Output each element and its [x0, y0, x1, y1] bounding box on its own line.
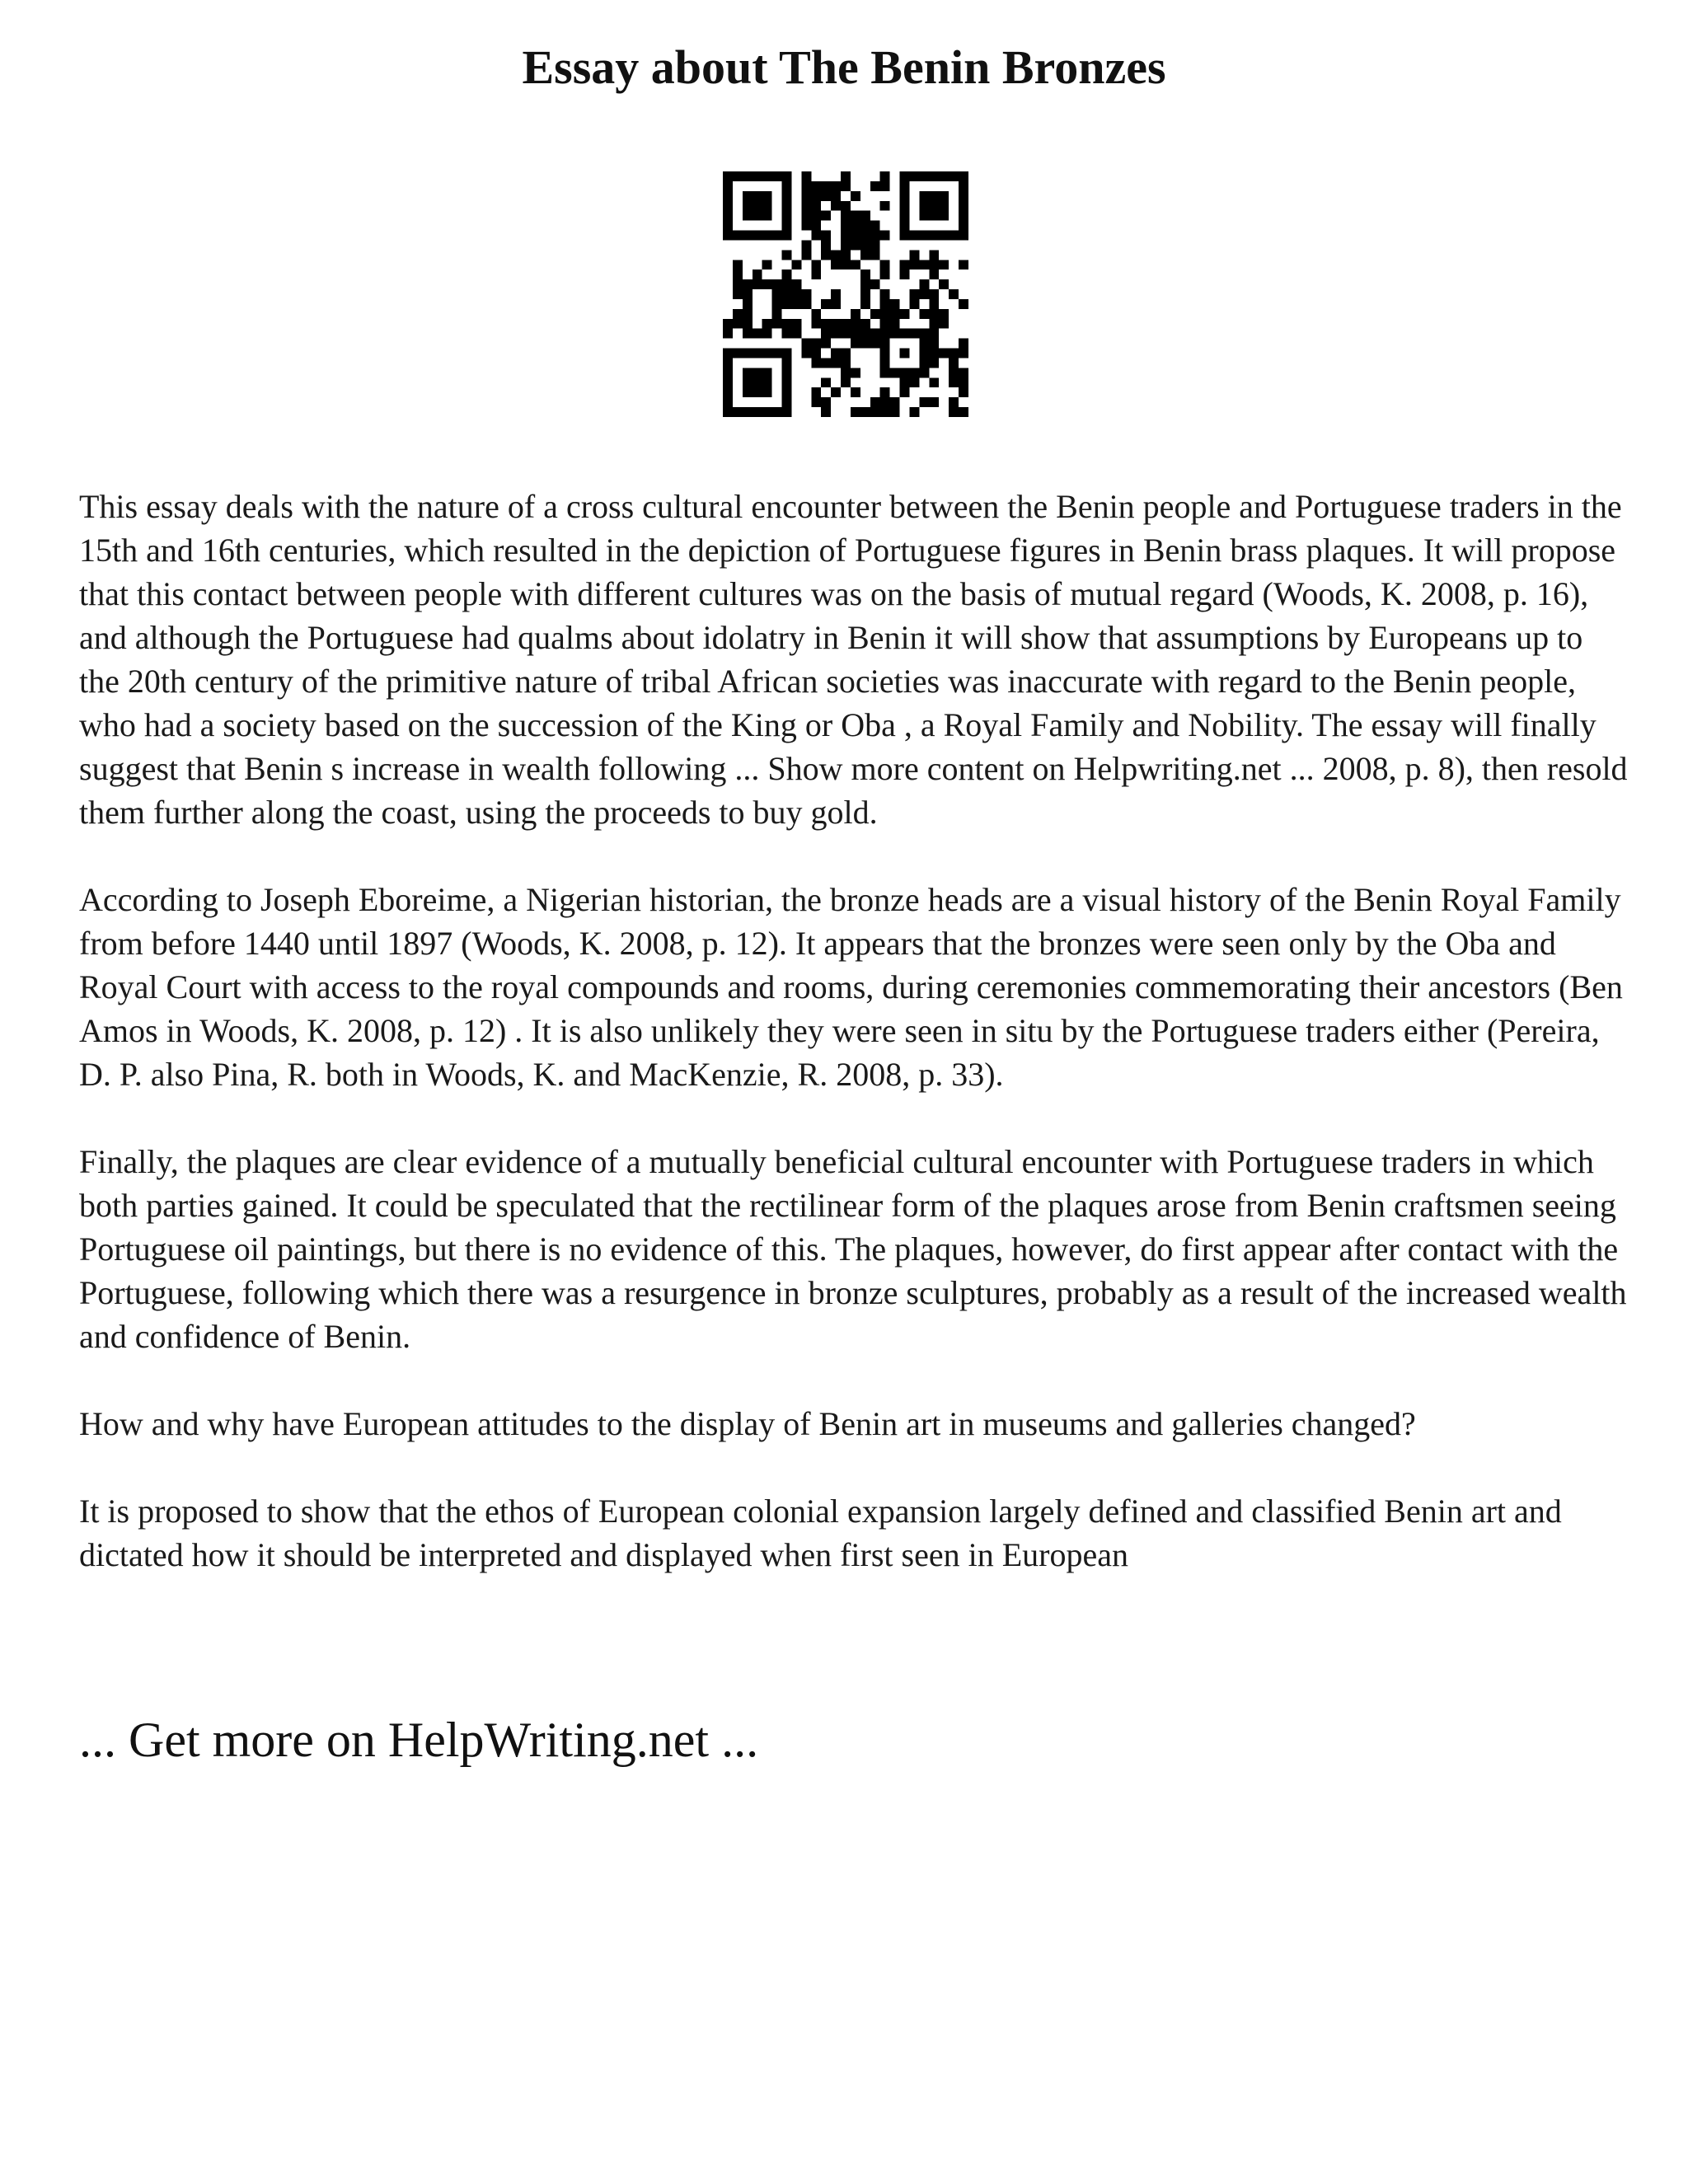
paragraph: It is proposed to show that the ethos of European colonial expansion largely defined and classified Benin art and dictated how it should be interpreted and displayed when first seen in European — [79, 1493, 1562, 1573]
qr-code-icon — [723, 171, 968, 417]
get-more-link[interactable]: ... Get more on HelpWriting.net ... — [79, 1713, 759, 1767]
essay-body — [79, 485, 1629, 1620]
paragraph: This essay deals with the nature of a cross cultural encounter between the Benin people and Portuguese traders in the 15th and 16th centuries, which resulted in the depiction of Portuguese figures in Benin brass plaques. It will propose that this contact between people with different cultures was on the basis of mutual regard (Woods, K. 2008, p. 16), and although the Portuguese had qualms about idolatry in Benin it will show that assumptions by Europeans up to the 20th century of the primitive nature of tribal African societies was inaccurate with regard to the Benin people, who had a society based on the succession of the King or Oba , a Royal Family and Nobility. The essay will finally suggest that Benin s increase in wealth following ... Show more content on Helpwriting.net ... 2008, p. 8), then resold them further along the coast, using the proceeds to buy gold. — [79, 488, 1628, 831]
page-title: Essay about The Benin Bronzes — [522, 40, 1166, 94]
paragraph: Finally, the plaques are clear evidence of a mutually beneficial cultural encounter with Portuguese traders in which both parties gained. It could be speculated that the rectilinear form of the plaques arose from Benin craftsmen seeing Portuguese oil paintings, but there is no evidence of this. The plaques, however, do first appear after contact with the Portuguese, following which there was a resurgence in bronze sculptures, probably as a result of the increased wealth and confidence of Benin. — [79, 1143, 1627, 1355]
paragraph: How and why have European attitudes to the display of Benin art in museums and galleries changed? — [79, 1405, 1416, 1442]
paragraph: According to Joseph Eboreime, a Nigerian historian, the bronze heads are a visual history of the Benin Royal Family from before 1440 until 1897 (Woods, K. 2008, p. 12). It appears that the bronzes were seen only by the Oba and Royal Court with access to the royal compounds and rooms, during ceremonies commemorating their ancestors (Ben Amos in Woods, K. 2008, p. 12) . It is also unlikely they were seen in situ by the Portuguese traders either (Pereira, D. P. also Pina, R. both in Woods, K. and MacKenzie, R. 2008, p. 33). — [79, 881, 1623, 1093]
